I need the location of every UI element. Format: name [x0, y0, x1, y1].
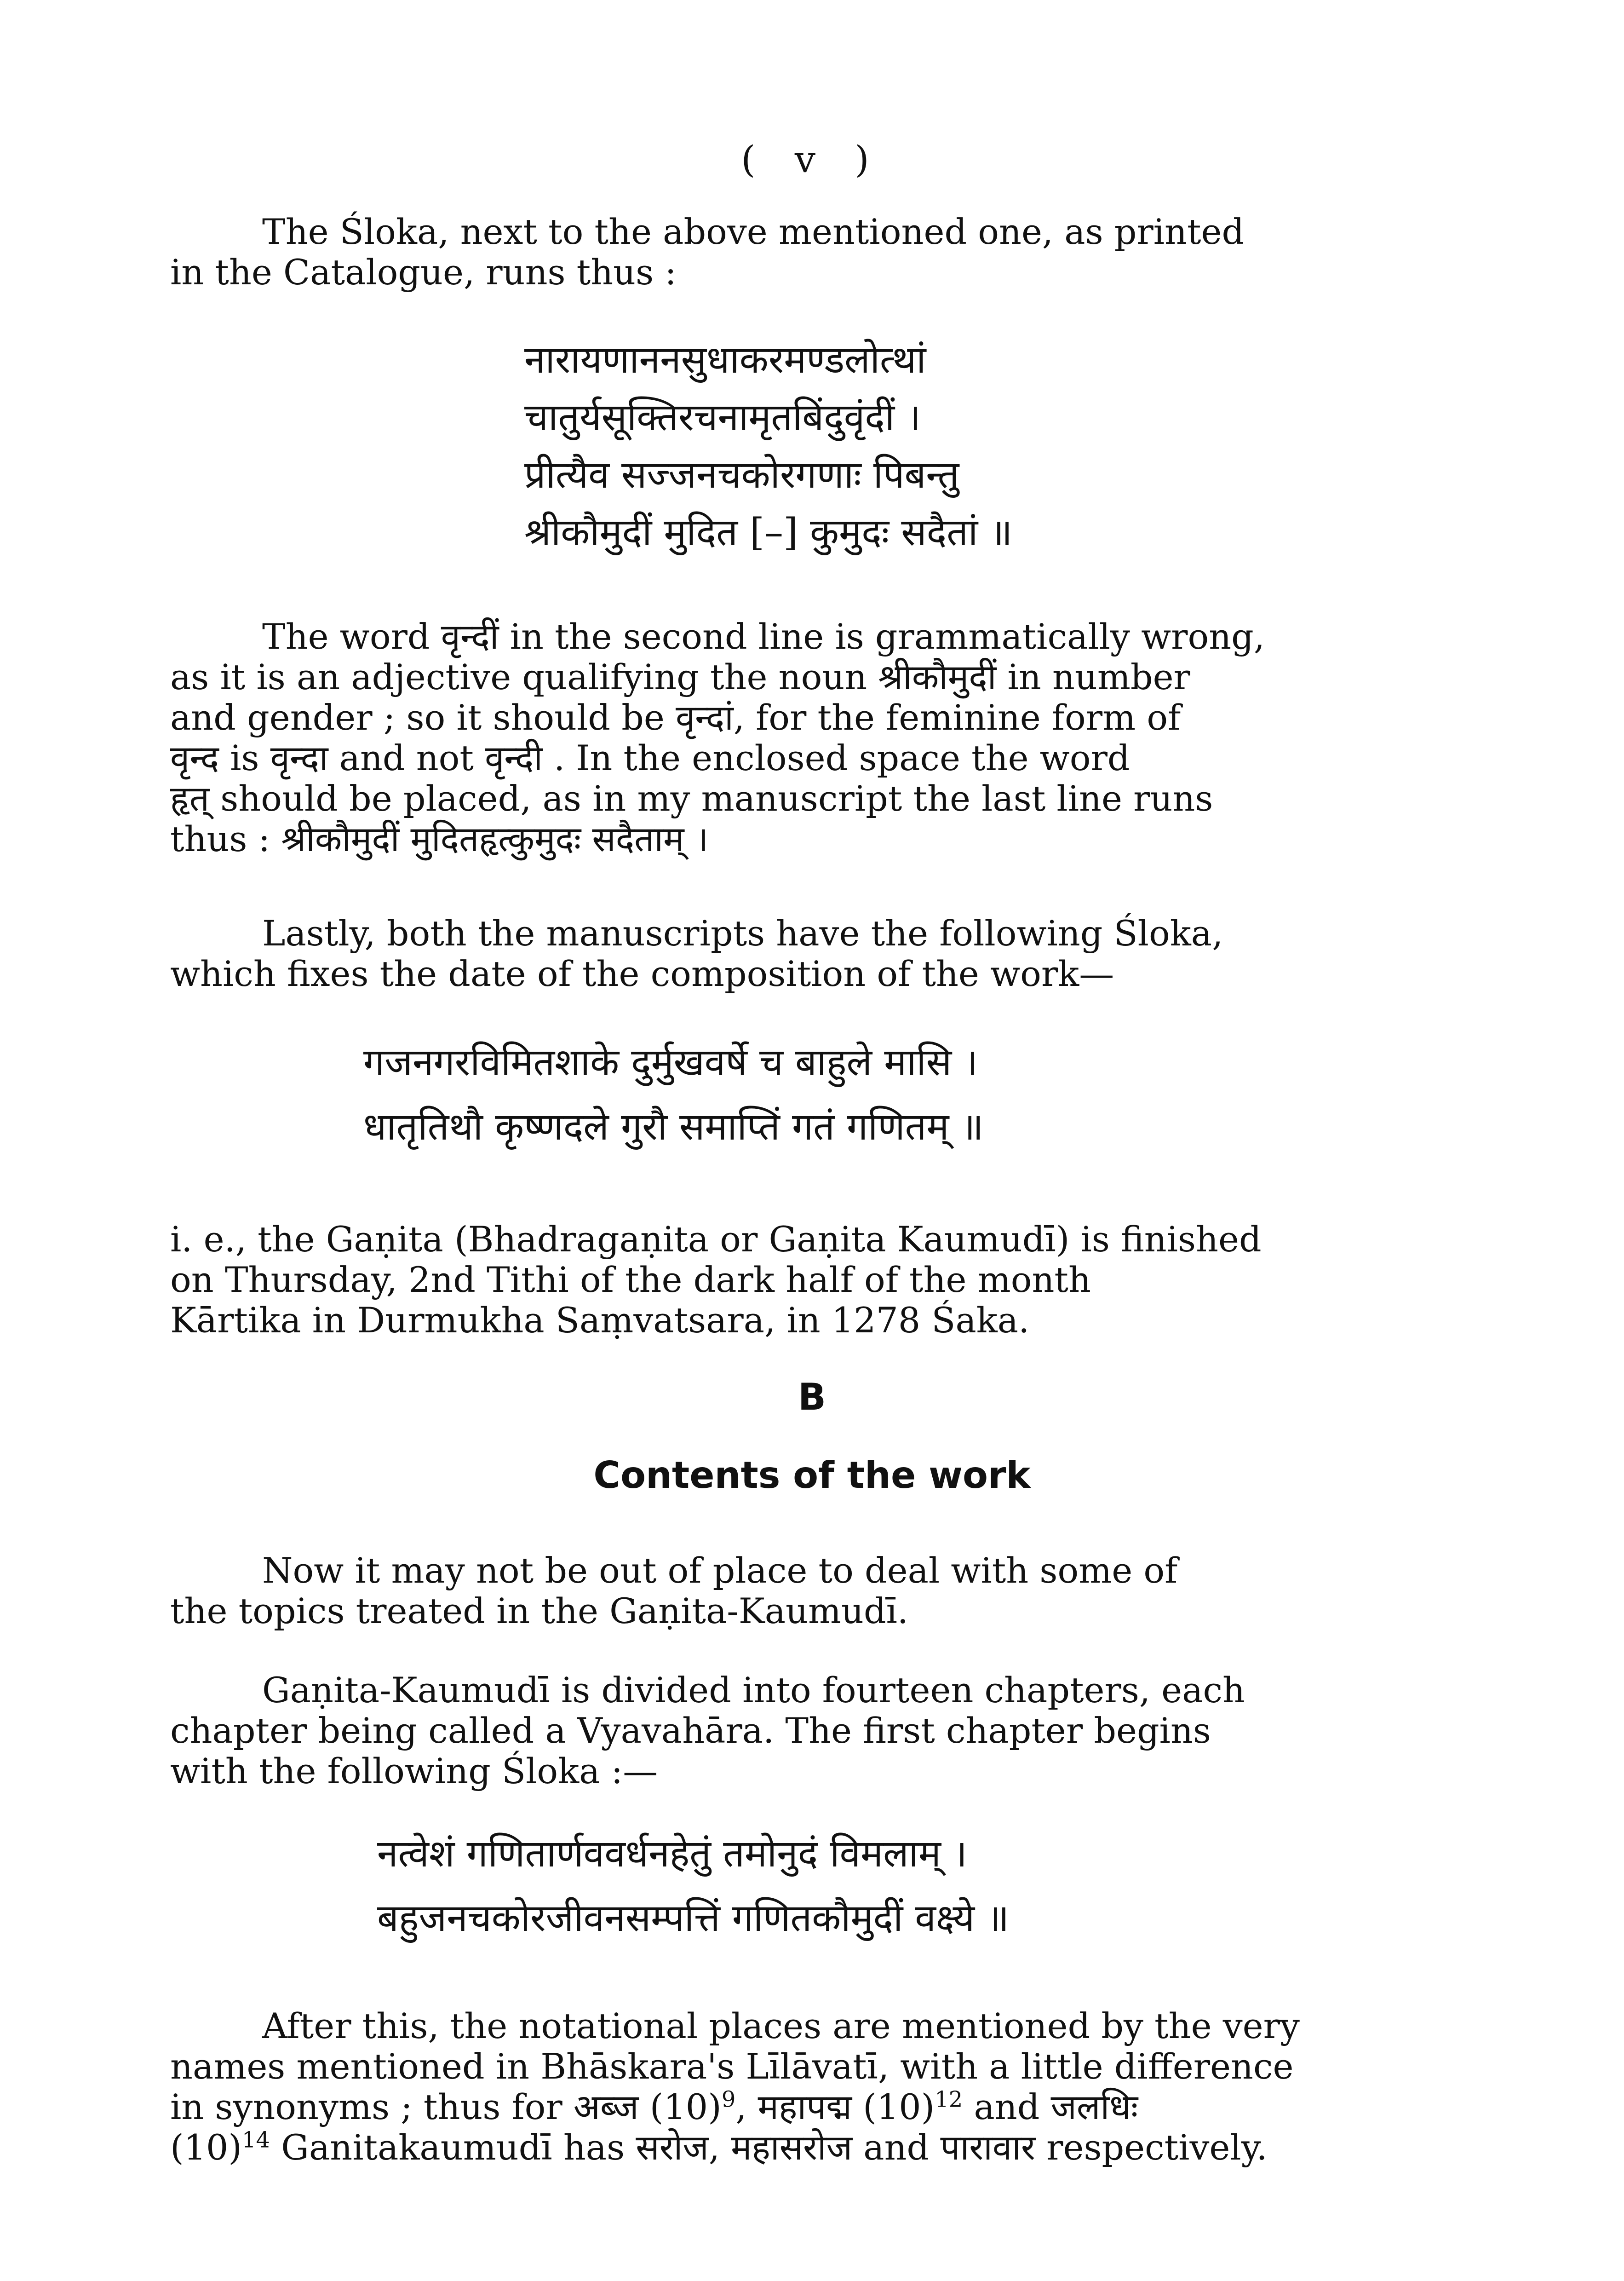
- paragraph-topics-intro: [170, 1550, 1458, 1631]
- text-line: on Thursday, 2nd Tithi of the dark half of the month: [170, 1259, 1091, 1300]
- text-line: in the Catalogue, runs thus :: [170, 252, 677, 293]
- verse-line: बहुजनचकोरजीवनसम्पत्तिं गणितकौमुदीं वक्ष्ये ॥: [377, 1896, 1010, 1940]
- superscript: 14: [242, 2127, 270, 2153]
- text-line: i. e., the Gaṇita (Bhadragaṇita or Gaṇita Kaumudī) is finished: [170, 1219, 1262, 1260]
- paragraph-date-sloka-intro: [170, 913, 1458, 994]
- section-heading: Contents of the work: [593, 1454, 1031, 1497]
- verse-line: धातृतिथौ कृष्णदले गुरौ समाप्तिं गतं गणितम् ॥: [363, 1105, 984, 1149]
- text-line: Lastly, both the manuscripts have the following Śloka,: [262, 913, 1223, 954]
- paragraph-sloka-intro: [170, 212, 1458, 293]
- paragraph-chapters: [170, 1670, 1458, 1791]
- paragraph-grammar-note: [170, 616, 1458, 859]
- paragraph-date-explanation: [170, 1219, 1458, 1341]
- text-line: which fixes the date of the composition of the work—: [170, 953, 1114, 994]
- text-line: Now it may not be out of place to deal with some of: [262, 1550, 1178, 1591]
- verse-line: गजनगरविमितशाके दुर्मुखवर्षे च बाहुले मासि ।: [363, 1041, 978, 1084]
- verse-line: चातुर्यसूक्तिरचनामृतबिंदुवृंदीं ।: [524, 396, 921, 439]
- sanskrit-verse-3: [377, 1822, 1009, 1951]
- sanskrit-verse-1: [524, 331, 1012, 561]
- text-line: After this, the notational places are mentioned by the very: [262, 2005, 1300, 2046]
- verse-line: प्रीत्यैव सज्जनचकोरगणाः पिबन्तु: [524, 453, 959, 497]
- text-line: हृत् should be placed, as in my manuscript the last line runs: [170, 778, 1213, 819]
- text-line: [170, 2127, 1458, 2168]
- text-span: , महापद्म (10): [735, 2086, 935, 2127]
- verse-line: नत्वेशं गणितार्णववर्धनहेतुं तमोनुदं विमलाम् ।: [377, 1832, 968, 1876]
- text-line: The Śloka, next to the above mentioned one, as printed: [262, 211, 1245, 252]
- page-number: ( v ): [741, 138, 883, 181]
- text-line: The word वृन्दीं in the second line is grammatically wrong,: [262, 616, 1265, 657]
- text-line: thus : श्रीकौमुदीं मुदितहृत्कुमुदः सदैताम् ।: [170, 818, 709, 859]
- text-line: with the following Śloka :—: [170, 1751, 658, 1791]
- text-span: in synonyms ; thus for अब्ज (10): [170, 2086, 722, 2127]
- text-line: as it is an adjective qualifying the noun श्रीकौमुदीं in number: [170, 657, 1190, 697]
- text-line: Kārtika in Durmukha Saṃvatsara, in 1278 Śaka.: [170, 1300, 1030, 1341]
- text-span: (10): [170, 2127, 242, 2168]
- text-line: वृन्द is वृन्दा and not वृन्दी . In the enclosed space the word: [170, 737, 1130, 778]
- verse-line: नारायणाननसुधाकरमण्डलोत्थां: [524, 338, 926, 382]
- text-line: chapter being called a Vyavahāra. The first chapter begins: [170, 1710, 1211, 1751]
- text-line: Gaṇita-Kaumudī is divided into fourteen chapters, each: [262, 1670, 1245, 1711]
- paragraph-notational-places: [170, 2006, 1458, 2168]
- sanskrit-verse-2: [363, 1031, 984, 1159]
- superscript: 9: [721, 2086, 736, 2113]
- superscript: 12: [935, 2086, 963, 2113]
- section-letter: B: [798, 1376, 826, 1418]
- text-line: and gender ; so it should be वृन्दां, for the feminine form of: [170, 697, 1181, 738]
- text-line: names mentioned in Bhāskara's Līlāvatī, with a little difference: [170, 2046, 1294, 2087]
- verse-line: श्रीकौमुदीं मुदित [–] कुमुदः सदैतां ॥: [524, 511, 1013, 554]
- text-span: and जलधिः: [963, 2086, 1138, 2127]
- text-line: the topics treated in the Gaṇita-Kaumudī.: [170, 1590, 909, 1631]
- text-span: Ganitakaumudī has सरोज, महासरोज and पारावार respectively.: [270, 2127, 1268, 2168]
- text-line: [170, 2087, 1458, 2127]
